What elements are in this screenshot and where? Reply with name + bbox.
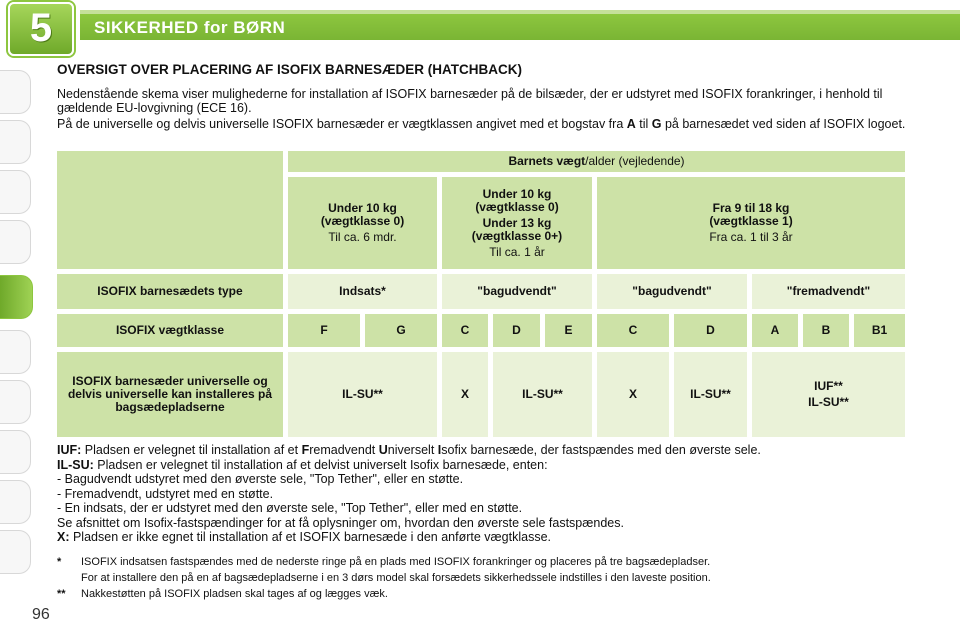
group-age: Fra ca. 1 til 3 år [709,230,793,244]
class-cell: C [442,314,488,347]
chapter-tab-8[interactable] [0,430,31,474]
weight-group-0plus [442,177,592,269]
class-letter-a: A [626,117,636,131]
seat-cell: X [442,352,488,437]
note-see-section: Se afsnittet om Isofix-fastspændinger for at få oplysninger om, hvordan den øverste sele fastspændes. [57,515,624,530]
group-line: Under 13 kg [482,215,552,230]
group-line: (vægtklasse 0+) [471,228,563,243]
chapter-title: SIKKERHED for BØRN [94,18,286,37]
intro-paragraph-1: Nedenstående skema viser mulighederne for installation af ISOFIX barnesæder på de bilsæder, der er udstyret med ISOFIX forankringer, i henhold til gældende EU-lovgivning (ECE 16). [57,87,883,115]
footnote-1 [57,556,907,586]
chapter-tab-9[interactable] [0,480,31,524]
note-letter: I [437,443,442,457]
note-bullet: - Bagudvendt udstyret med den øverste sele, "Top Tether", eller en støtte. [57,472,464,486]
group-age: Til ca. 6 mdr. [328,230,397,244]
intro-text: til [635,117,652,131]
chapter-tab-5-active[interactable] [0,275,33,319]
type-cell: Indsats* [288,274,437,309]
class-cell: A [752,314,798,347]
class-cell: D [493,314,540,347]
footnote-2 [57,588,907,602]
seat-line: IL-SU** [808,395,849,409]
page-title: OVERSIGT OVER PLACERING AF ISOFIX BARNESÆDER (HATCHBACK) [57,62,523,77]
type-cell: "bagudvendt" [442,274,592,309]
chapter-tab-10[interactable] [0,530,31,574]
table-corner [57,151,283,269]
class-row-label: ISOFIX vægtklasse [57,314,283,347]
footnote-text: ISOFIX indsatsen fastspændes med de nederste ringe på en plads med ISOFIX forankringer og placeres på tre bagsædepladser. [81,556,711,568]
group-age: Til ca. 1 år [489,244,545,259]
note-text: Pladsen er velegnet til installation af et delvist universelt Isofix barnesæde, enten: [93,457,548,472]
chapter-number: 5 [29,6,53,50]
note-text: remadvendt [309,443,379,457]
chapter-tab-2[interactable] [0,120,31,164]
class-cell: B [803,314,849,347]
note-bullet: - En indsats, der er udstyret med den øverste sele, "Top Tether", eller med en støtte. [57,501,523,515]
weight-header-bold: Barnets vægt [508,154,586,168]
chapter-tab-4[interactable] [0,220,31,264]
class-cell: F [288,314,360,347]
footnote-mark: * [57,556,62,568]
weight-group-1 [597,177,905,269]
seat-cell: IL-SU** [674,352,747,437]
seat-cell: IL-SU** [493,352,592,437]
footnote-text: Nakkestøtten på ISOFIX pladsen skal tages af og lægges væk. [81,588,388,600]
group-line: (vægtklasse 0) [320,214,405,228]
type-cell: "fremadvendt" [752,274,905,309]
group-line: (vægtklasse 1) [709,214,793,228]
class-cell: C [597,314,669,347]
class-cell: D [674,314,747,347]
note-key: X: [57,530,70,544]
header-bar [0,0,960,42]
footnote-text-block [81,556,907,585]
group-line: Under 10 kg [328,201,397,215]
seat-cell-forward [752,352,905,437]
note-x [57,530,907,545]
class-cell: G [365,314,437,347]
note-key: IUF: [57,443,82,457]
type-row-label: ISOFIX barnesædets type [57,274,283,309]
chapter-tab-7[interactable] [0,380,31,424]
chapter-tab-6[interactable] [0,330,31,374]
page-number: 96 [32,606,50,623]
note-bullet: - Fremadvendt, udstyret med en støtte. [57,486,274,501]
intro-text: på barnesædet ved siden af ISOFIX logoet. [661,117,906,131]
footnote-text-2: For at installere den på en af bagsædepladserne i en 3 dørs model skal forsædets sikkerhedssele indstilles i den laveste position. [81,572,711,584]
chapter-tab-1[interactable] [0,70,31,114]
group-line: Fra 9 til 18 kg [712,201,790,215]
seat-cell: IL-SU** [288,352,437,437]
note-text: sofix barnesæde, der fastspændes med den øverste sele. [441,443,761,457]
class-cell: B1 [854,314,905,347]
note-ilsu [57,458,907,473]
seat-line: IUF** [814,379,843,393]
seat-cell: X [597,352,669,437]
note-letter: F [301,443,310,457]
note-text: niverselt [387,443,438,457]
class-letter-g: G [651,117,662,131]
note-text: Pladsen er ikke egnet til installation af et ISOFIX barnesæde i den anførte vægtklasse. [69,530,552,544]
note-letter: U [378,443,388,457]
weight-group-0 [288,177,437,269]
note-key: IL-SU: [57,457,94,472]
footnote-mark: ** [57,588,66,600]
type-cell: "bagudvendt" [597,274,747,309]
note-iuf [57,443,907,458]
seat-row-label: ISOFIX barnesæder universelle og delvis universelle kan installeres på bagsædepladserne [57,352,283,437]
chapter-tabs [0,60,40,580]
weight-header [288,151,905,172]
legend-notes [57,443,907,545]
group-line: (vægtklasse 0) [475,199,559,214]
chapter-tab-3[interactable] [0,170,31,214]
intro-text: På de universelle og delvis universelle ISOFIX barnesæder er vægtklassen angivet med et bogstav fra [57,117,627,131]
isofix-table [57,151,905,437]
group-line: Under 10 kg [482,186,552,201]
weight-header-rest: /alder (vejledende) [585,154,685,168]
note-text: Pladsen er velegnet til installation af et [81,443,302,457]
intro-paragraph-2 [57,117,907,131]
chapter-badge [8,2,74,56]
class-cell: E [545,314,592,347]
